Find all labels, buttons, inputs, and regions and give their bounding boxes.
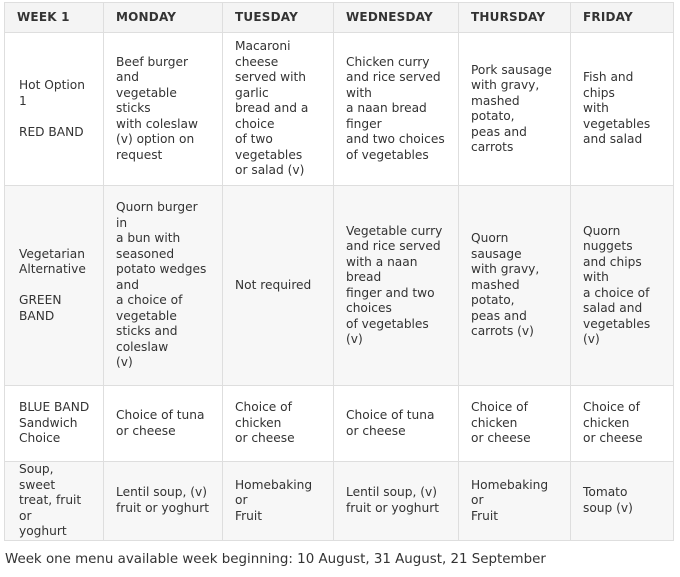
menu-cell: Fish and chips with vegetables and salad: [571, 33, 674, 186]
header-row: [5, 3, 674, 33]
menu-cell: Pork sausage with gravy, mashed potato, peas and carrots: [459, 33, 571, 186]
header-thursday: THURSDAY: [459, 3, 571, 33]
header-monday: MONDAY: [104, 3, 223, 33]
menu-cell: Lentil soup, (v) fruit or yoghurt: [104, 462, 223, 541]
menu-cell: Tomato soup (v): [571, 462, 674, 541]
row-label-hot-option: Hot Option 1 RED BAND: [5, 33, 104, 186]
menu-cell: Choice of tuna or cheese: [104, 386, 223, 462]
menu-cell: Quorn sausage with gravy, mashed potato, peas and carrots (v): [459, 186, 571, 386]
table-row: [5, 33, 674, 186]
menu-cell: Choice of chicken or cheese: [223, 386, 334, 462]
table-row: [5, 462, 674, 541]
menu-cell: Beef burger and vegetable sticks with coleslaw (v) option on request: [104, 33, 223, 186]
menu-cell: Quorn nuggets and chips with a choice of salad and vegetables (v): [571, 186, 674, 386]
menu-cell: Choice of tuna or cheese: [334, 386, 459, 462]
header-tuesday: TUESDAY: [223, 3, 334, 33]
menu-cell: Choice of chicken or cheese: [571, 386, 674, 462]
menu-cell: Not required: [223, 186, 334, 386]
menu-cell: Homebaking or Fruit: [459, 462, 571, 541]
row-label-vegetarian: Vegetarian Alternative GREEN BAND: [5, 186, 104, 386]
menu-cell: Chicken curry and rice served with a naan bread finger and two choices of vegetables: [334, 33, 459, 186]
menu-cell: Macaroni cheese served with garlic bread and a choice of two vegetables or salad (v): [223, 33, 334, 186]
header-wednesday: WEDNESDAY: [334, 3, 459, 33]
header-friday: FRIDAY: [571, 3, 674, 33]
menu-cell: Lentil soup, (v) fruit or yoghurt: [334, 462, 459, 541]
menu-cell: Vegetable curry and rice served with a naan bread finger and two choices of vegetables (v): [334, 186, 459, 386]
menu-cell: Quorn burger in a bun with seasoned potato wedges and a choice of vegetable sticks and coleslaw (v): [104, 186, 223, 386]
header-week: WEEK 1: [5, 3, 104, 33]
weekly-menu-table: [4, 2, 674, 541]
availability-note: Week one menu available week beginning: 10 August, 31 August, 21 September: [5, 552, 546, 567]
row-label-sandwich: BLUE BAND Sandwich Choice: [5, 386, 104, 462]
table-row: [5, 386, 674, 462]
table-row: [5, 186, 674, 386]
menu-cell: Homebaking or Fruit: [223, 462, 334, 541]
row-label-soup: Soup, sweet treat, fruit or yoghurt: [5, 462, 104, 541]
menu-cell: Choice of chicken or cheese: [459, 386, 571, 462]
